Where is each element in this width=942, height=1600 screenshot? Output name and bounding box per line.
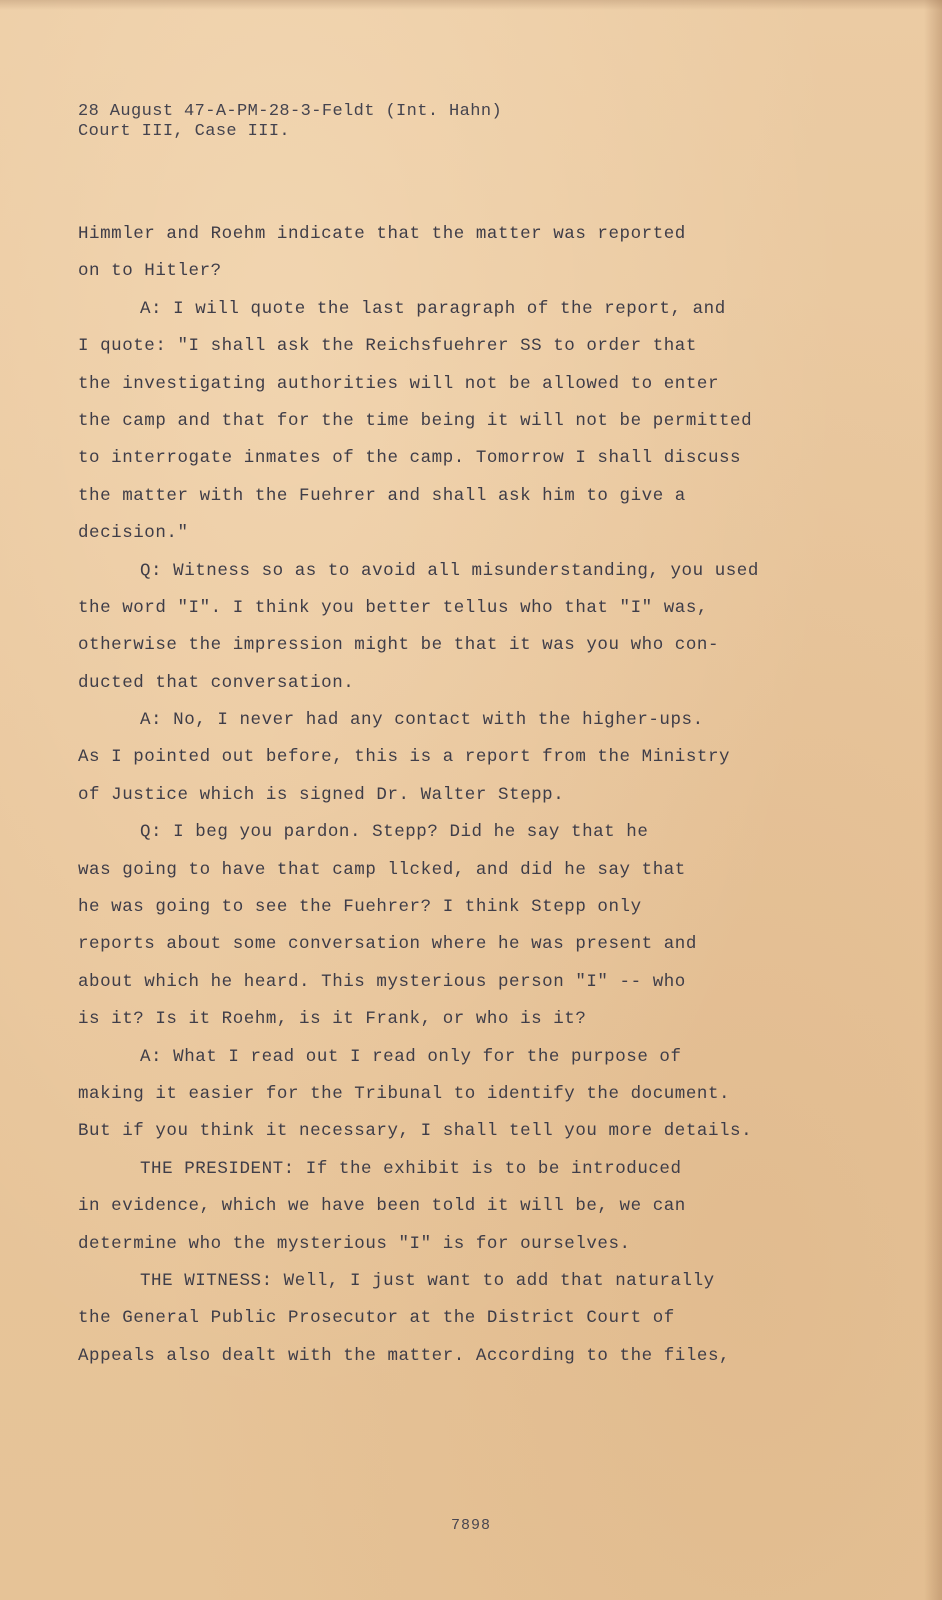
transcript-line: the matter with the Fuehrer and shall ask him to give a bbox=[78, 485, 686, 506]
transcript-line: about which he heard. This mysterious person "I" -- who bbox=[78, 971, 686, 992]
transcript-body bbox=[78, 216, 898, 1375]
transcript-line: making it easier for the Tribunal to identify the document. bbox=[78, 1083, 731, 1104]
transcript-line: was going to have that camp llcked, and did he say that bbox=[78, 859, 686, 880]
page-number: 7898 bbox=[450, 1517, 491, 1534]
page-top-shadow bbox=[0, 0, 942, 10]
transcript-line: of Justice which is signed Dr. Walter Stepp. bbox=[78, 784, 565, 805]
page-right-edge bbox=[924, 0, 942, 1600]
transcript-line: Q: Witness so as to avoid all misunderstanding, you used bbox=[140, 560, 759, 581]
transcript-line: THE WITNESS: Well, I just want to add that naturally bbox=[140, 1270, 715, 1291]
transcript-line: to interrogate inmates of the camp. Tomorrow I shall discuss bbox=[78, 448, 742, 469]
transcript-line: on to Hitler? bbox=[78, 261, 222, 282]
transcript-line: the investigating authorities will not be allowed to enter bbox=[78, 373, 719, 394]
transcript-line: in evidence, which we have been told it will be, we can bbox=[78, 1196, 686, 1217]
header-date-line: 28 August 47-A-PM-28-3-Feldt (Int. Hahn) bbox=[78, 102, 503, 121]
transcript-line: ducted that conversation. bbox=[78, 672, 355, 693]
transcript-line: Appeals also dealt with the matter. According to the files, bbox=[78, 1345, 731, 1366]
document-header bbox=[78, 102, 502, 142]
transcript-line: reports about some conversation where he was present and bbox=[78, 934, 697, 955]
transcript-line: A: No, I never had any contact with the higher-ups. bbox=[140, 710, 704, 731]
transcript-line: But if you think it necessary, I shall tell you more details. bbox=[78, 1121, 753, 1142]
transcript-line: As I pointed out before, this is a report from the Ministry bbox=[78, 747, 731, 768]
transcript-line: is it? Is it Roehm, is it Frank, or who is it? bbox=[78, 1009, 587, 1030]
transcript-line: A: I will quote the last paragraph of the report, and bbox=[140, 298, 726, 319]
transcript-line: otherwise the impression might be that it was you who con- bbox=[78, 635, 719, 656]
transcript-line: the General Public Prosecutor at the District Court of bbox=[78, 1308, 675, 1329]
transcript-line: the camp and that for the time being it will not be permitted bbox=[78, 410, 753, 431]
transcript-line: the word "I". I think you better tellus who that "I" was, bbox=[78, 597, 708, 618]
transcript-line: Himmler and Roehm indicate that the matter was reported bbox=[78, 224, 686, 244]
transcript-line: he was going to see the Fuehrer? I think Stepp only bbox=[78, 897, 642, 918]
transcript-line: I quote: "I shall ask the Reichsfuehrer SS to order that bbox=[78, 336, 697, 357]
transcript-line: decision." bbox=[78, 523, 189, 544]
transcript-line: THE PRESIDENT: If the exhibit is to be introduced bbox=[140, 1158, 682, 1179]
transcript-line: A: What I read out I read only for the purpose of bbox=[140, 1046, 682, 1067]
header-court-line: Court III, Case III. bbox=[78, 122, 291, 141]
transcript-line: determine who the mysterious "I" is for ourselves. bbox=[78, 1233, 631, 1254]
transcript-line: Q: I beg you pardon. Stepp? Did he say that he bbox=[140, 822, 649, 843]
